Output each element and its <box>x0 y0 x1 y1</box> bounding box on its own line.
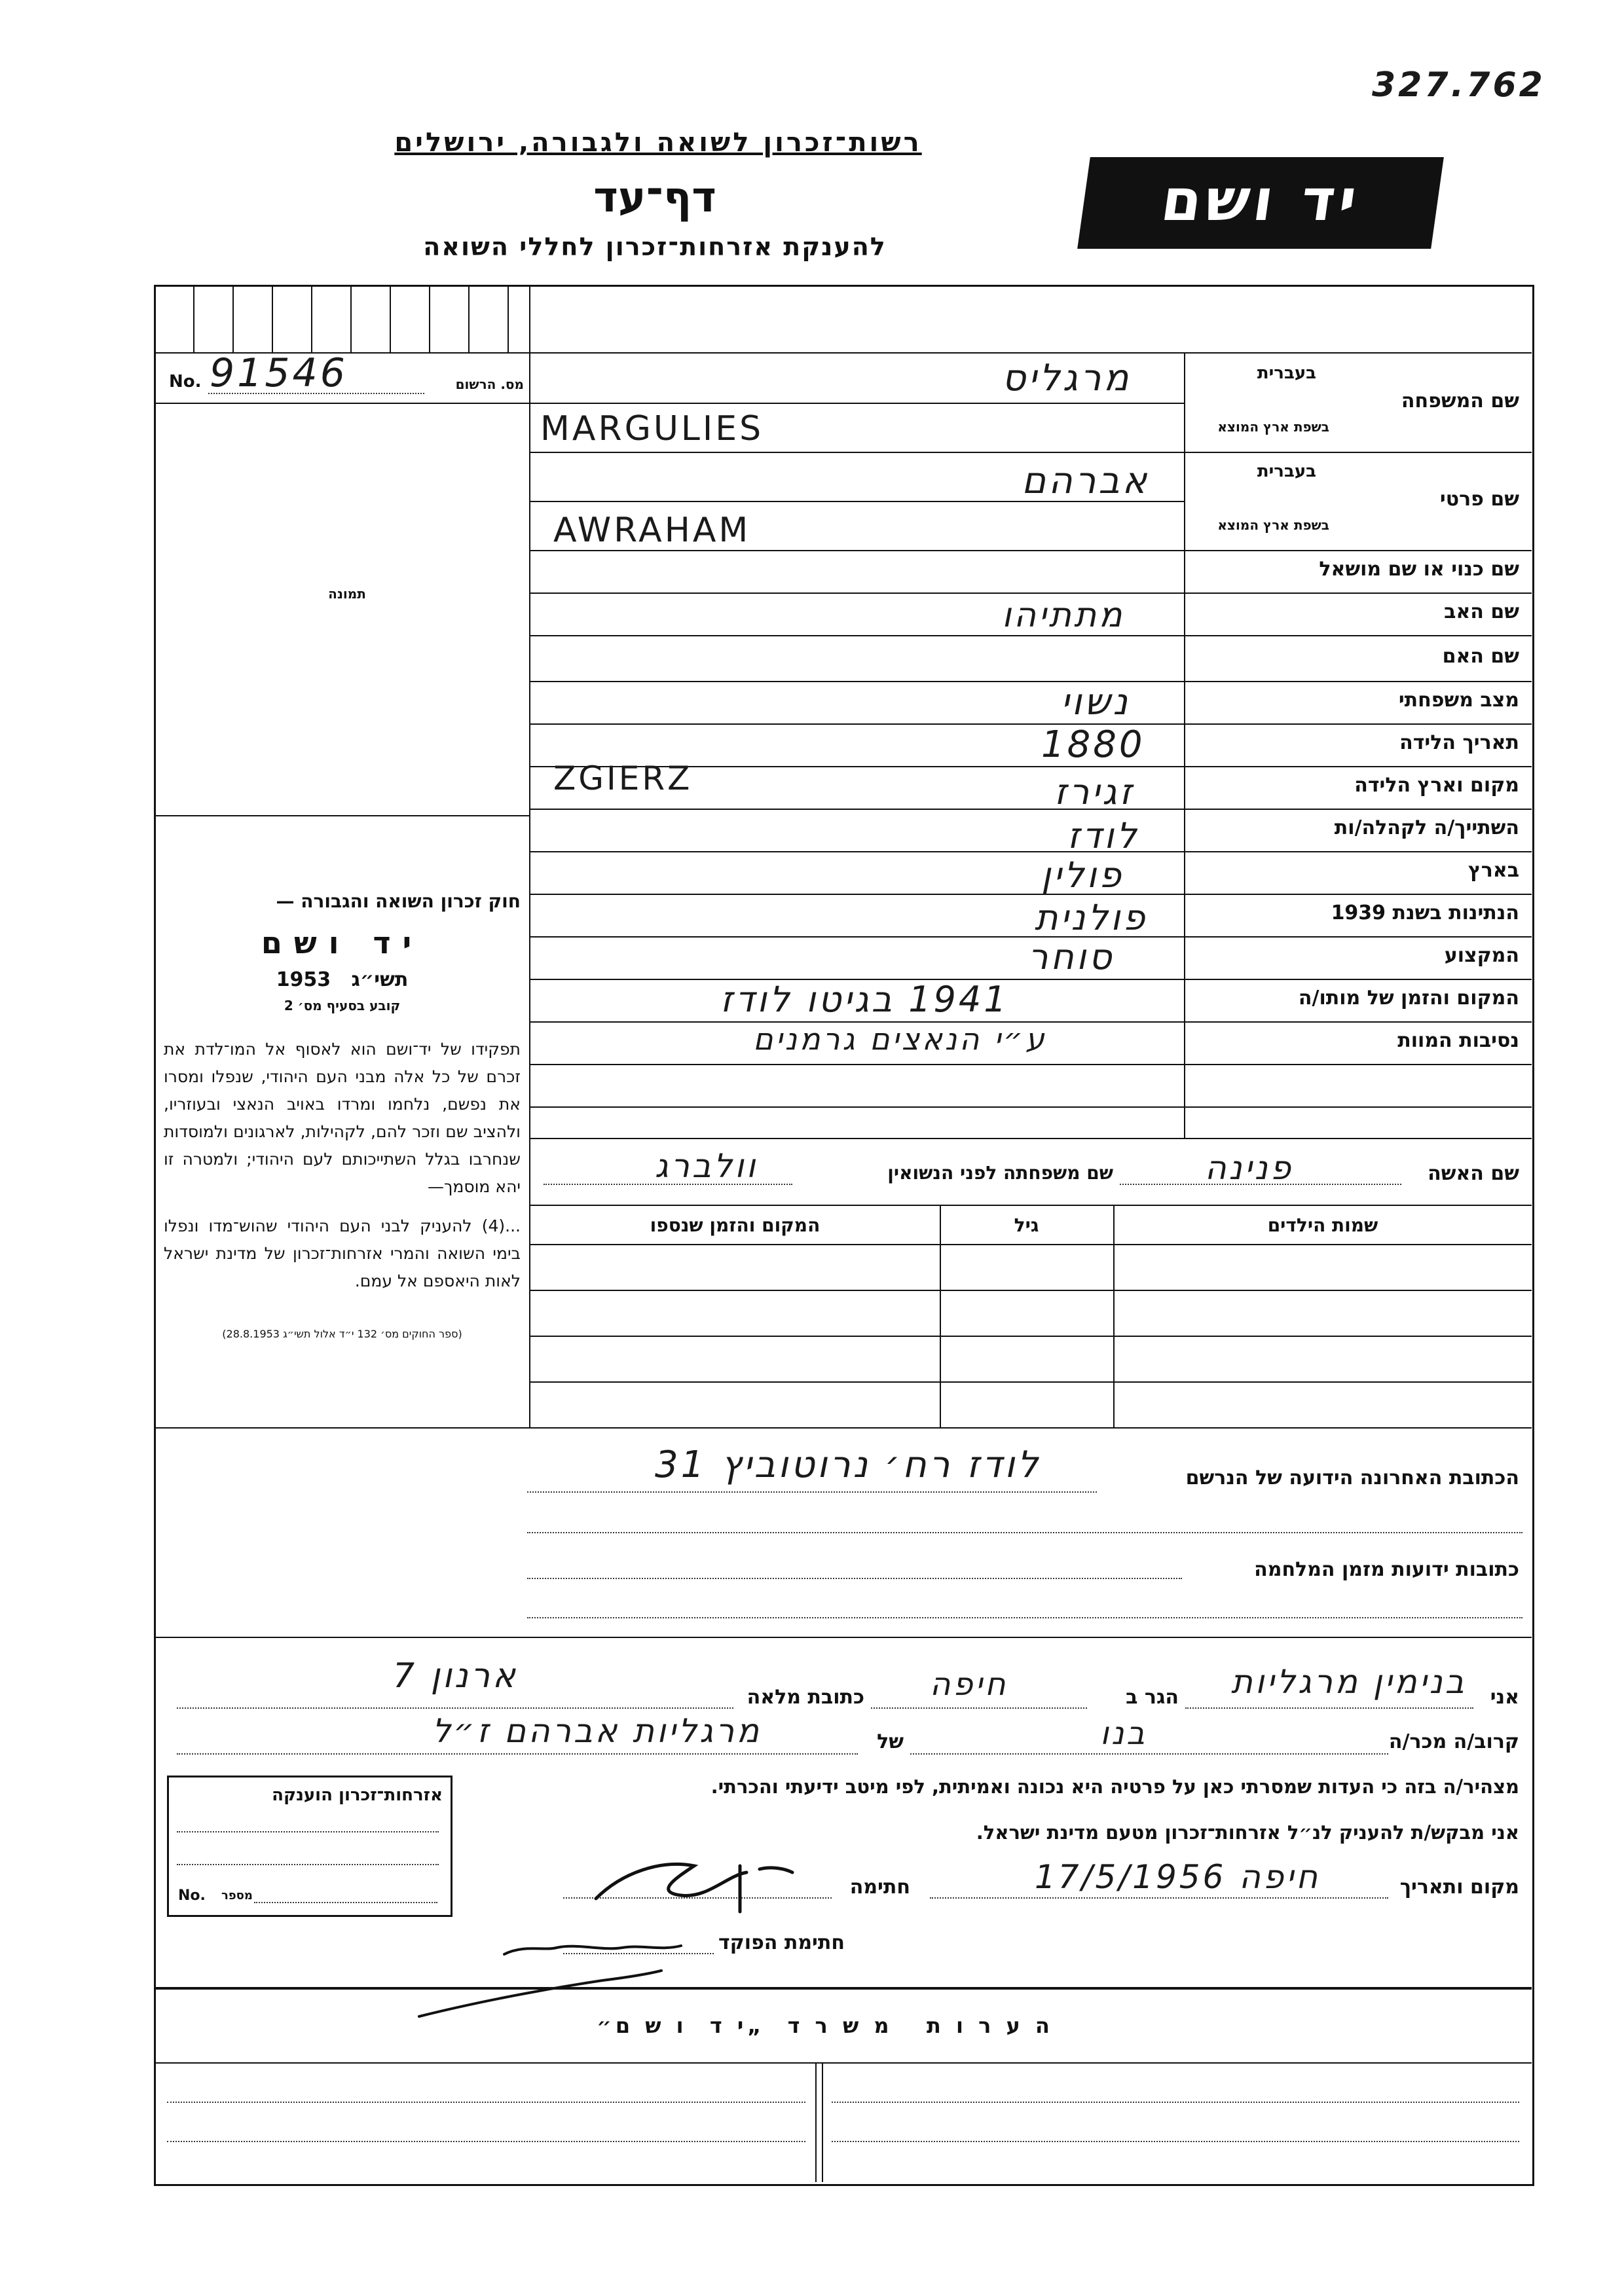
registration-no-label: No. <box>169 372 202 392</box>
citizenship-1939-value: פולנית <box>1035 897 1148 938</box>
birth-place-label: מקום וארץ הלידה <box>1354 774 1519 797</box>
first-name-local-sublabel: בשפת ארץ המוצא <box>1217 517 1329 533</box>
declarant-name-value: בנימין מרגליות <box>1231 1663 1467 1701</box>
relation-label: קרוב/ה מכר/ה <box>1388 1730 1519 1753</box>
wartime-addresses-label: כתובות ידועות מזמן המלחמה <box>1254 1558 1519 1581</box>
family-name-hebrew-value: מרגליס <box>1002 357 1132 399</box>
law-paragraph-1: תפקידו של יד־ושם הוא לאסוף אל המו־לדת את זכרם של כל אלה מבני העם היהודי, שנפלו ומסרו את נפשם, נלחמו ומרדו באויב הנאצי ובעוזריו, ולהציב שם וזכר להם, לקהילות, לארגונים ולמוסדות שנחרבו בגלל השתייכותם לעם היהודי; ולמטרה זו יהא מוסמך— <box>164 1040 521 1196</box>
children-age-header: גיל <box>1014 1214 1039 1236</box>
of-value: מרגליות אברהם ז״ל <box>432 1712 762 1750</box>
birth-place-latin-value: ZGIERZ <box>553 759 693 797</box>
place-date-value: חיפה 17/5/1956 <box>1035 1858 1321 1896</box>
marital-status-label: מצב משפחתי <box>1398 689 1519 712</box>
family-name-local-sublabel: בשפת ארץ המוצא <box>1217 419 1329 435</box>
family-name-latin-value: MARGULIES <box>540 409 764 448</box>
law-paragraph-2: ...(4) להעניק לבני העם היהודי שהוש־מדו ונפלו בימי השואה והמרי אזרחות־זכרון של מדינת ישראל לאות היאספם אל עמם. <box>164 1216 521 1290</box>
death-cause-label: נסיבות המוות <box>1397 1029 1519 1052</box>
children-names-header: שמות הילדים <box>1267 1214 1378 1236</box>
mother-name-label: שם האם <box>1442 645 1519 668</box>
father-name-label: שם האב <box>1444 600 1519 623</box>
citizenship-1939-label: הנתינות בשנת 1939 <box>1331 902 1519 924</box>
law-clause: קובע בסעיף מס׳ 2 <box>284 998 401 1013</box>
birth-date-value: 1880 <box>1041 723 1145 766</box>
country-value: פולין <box>1041 854 1124 896</box>
death-place-label: המקום והזמן של מותו/ה <box>1298 987 1519 1010</box>
relation-value: בנו <box>1100 1715 1148 1752</box>
full-address-value: ארנון 7 <box>393 1656 518 1696</box>
resident-label: הגר ב <box>1126 1686 1179 1709</box>
logo-text: יד ושם <box>1157 166 1365 234</box>
profession-value: סוחר <box>1028 936 1115 977</box>
declaration-statement-2: אני מבקש/ת להעניק לנ״ל אזרחות־זכרון מטעם מדינת ישראל. <box>976 1821 1519 1844</box>
country-label: בארץ <box>1467 859 1519 882</box>
form-subtitle: להענקת אזרחות־זכרון לחללי השואה <box>423 232 887 261</box>
law-box <box>164 890 521 1340</box>
archive-number: 327.762 <box>1372 65 1545 105</box>
death-cause-value: ע״י הנאצים גרמנים <box>753 1021 1047 1057</box>
form-title: דף־עד <box>593 173 716 222</box>
yad-vashem-logo <box>1077 157 1444 249</box>
nickname-label: שם כנוי או שם מושאל <box>1319 558 1519 581</box>
last-address-value: לודז רח׳ נרוטוביץ 31 <box>655 1444 1041 1486</box>
father-name-value: מתתיהו <box>1002 596 1125 635</box>
law-year: 1953 <box>276 968 331 991</box>
declarant-signature <box>583 1846 799 1918</box>
office-notes-title: ה ע ר ו ת מ ש ר ד „י ד ו ש ם״ <box>597 2013 1054 2038</box>
wife-maiden-value: וולברג <box>655 1147 758 1185</box>
children-place-header: המקום והזמן שנספו <box>650 1214 821 1236</box>
family-name-hebrew-sublabel: בעברית <box>1257 363 1316 383</box>
community-value: לודז <box>1067 815 1139 856</box>
registration-label: מס. הרשום <box>455 376 524 392</box>
profession-label: המקצוע <box>1444 944 1519 967</box>
citizenship-granted-title: אזרחות־זכרון הוענקה <box>272 1785 443 1805</box>
declarant-label: אני <box>1490 1686 1519 1709</box>
declaration-statement-1: מצהיר/ה בזה כי העדות שמסרתי כאן על פרטיה היא נכונה ואמיתית, לפי מיטב ידיעתי והכרתי. <box>710 1776 1519 1798</box>
wife-name-value: פנינה <box>1205 1149 1294 1187</box>
death-place-value: 1941 בגיטו לודז <box>720 979 1009 1020</box>
authority-line: רשות־זכרון לשואה ולגבורה, ירושלים <box>394 128 922 158</box>
first-name-label: שם פרטי <box>1439 488 1519 511</box>
last-address-label: הכתובת האחרונה הידועה של הנרשם <box>1185 1467 1519 1489</box>
birth-place-value: זגירז <box>1054 771 1135 812</box>
law-title: חוק זכרון השואה והגבורה — <box>276 890 521 912</box>
first-name-hebrew-value: אברהם <box>1022 460 1150 502</box>
resident-value: חיפה <box>930 1666 1008 1703</box>
wife-maiden-label: שם משפחתה לפני הנשואין <box>887 1162 1113 1184</box>
birth-date-label: תאריך הלידה <box>1399 731 1519 754</box>
signature-label: חתימה <box>849 1876 910 1899</box>
law-year-hebrew: תשי״ג <box>351 968 409 991</box>
of-label: של <box>877 1730 904 1753</box>
family-name-label: שם המשפחה <box>1401 390 1519 412</box>
law-name: יד ושם <box>261 925 424 960</box>
full-address-label: כתובת מלאה <box>747 1686 864 1709</box>
citizenship-no-label: No. <box>178 1887 206 1904</box>
first-name-latin-value: AWRAHAM <box>553 511 751 550</box>
wife-name-label: שם האשה <box>1428 1162 1519 1185</box>
photo-label: תמונה <box>328 586 366 602</box>
law-citation: (ספר החוקים מס׳ 132 י״ד אלול תשי״ג 28.8.1953) <box>222 1328 462 1340</box>
first-name-hebrew-sublabel: בעברית <box>1257 462 1316 481</box>
registration-number: 91546 <box>210 350 348 396</box>
citizenship-granted-box <box>167 1776 452 1917</box>
citizenship-number-label: מספר <box>221 1889 253 1903</box>
official-signature-label: חתימת הפוקד <box>718 1931 845 1954</box>
place-date-label: מקום ותאריך <box>1399 1876 1519 1899</box>
marital-status-value: נשוי <box>1061 681 1130 723</box>
community-label: השתייך/ה לקהלה/ות <box>1334 816 1519 839</box>
